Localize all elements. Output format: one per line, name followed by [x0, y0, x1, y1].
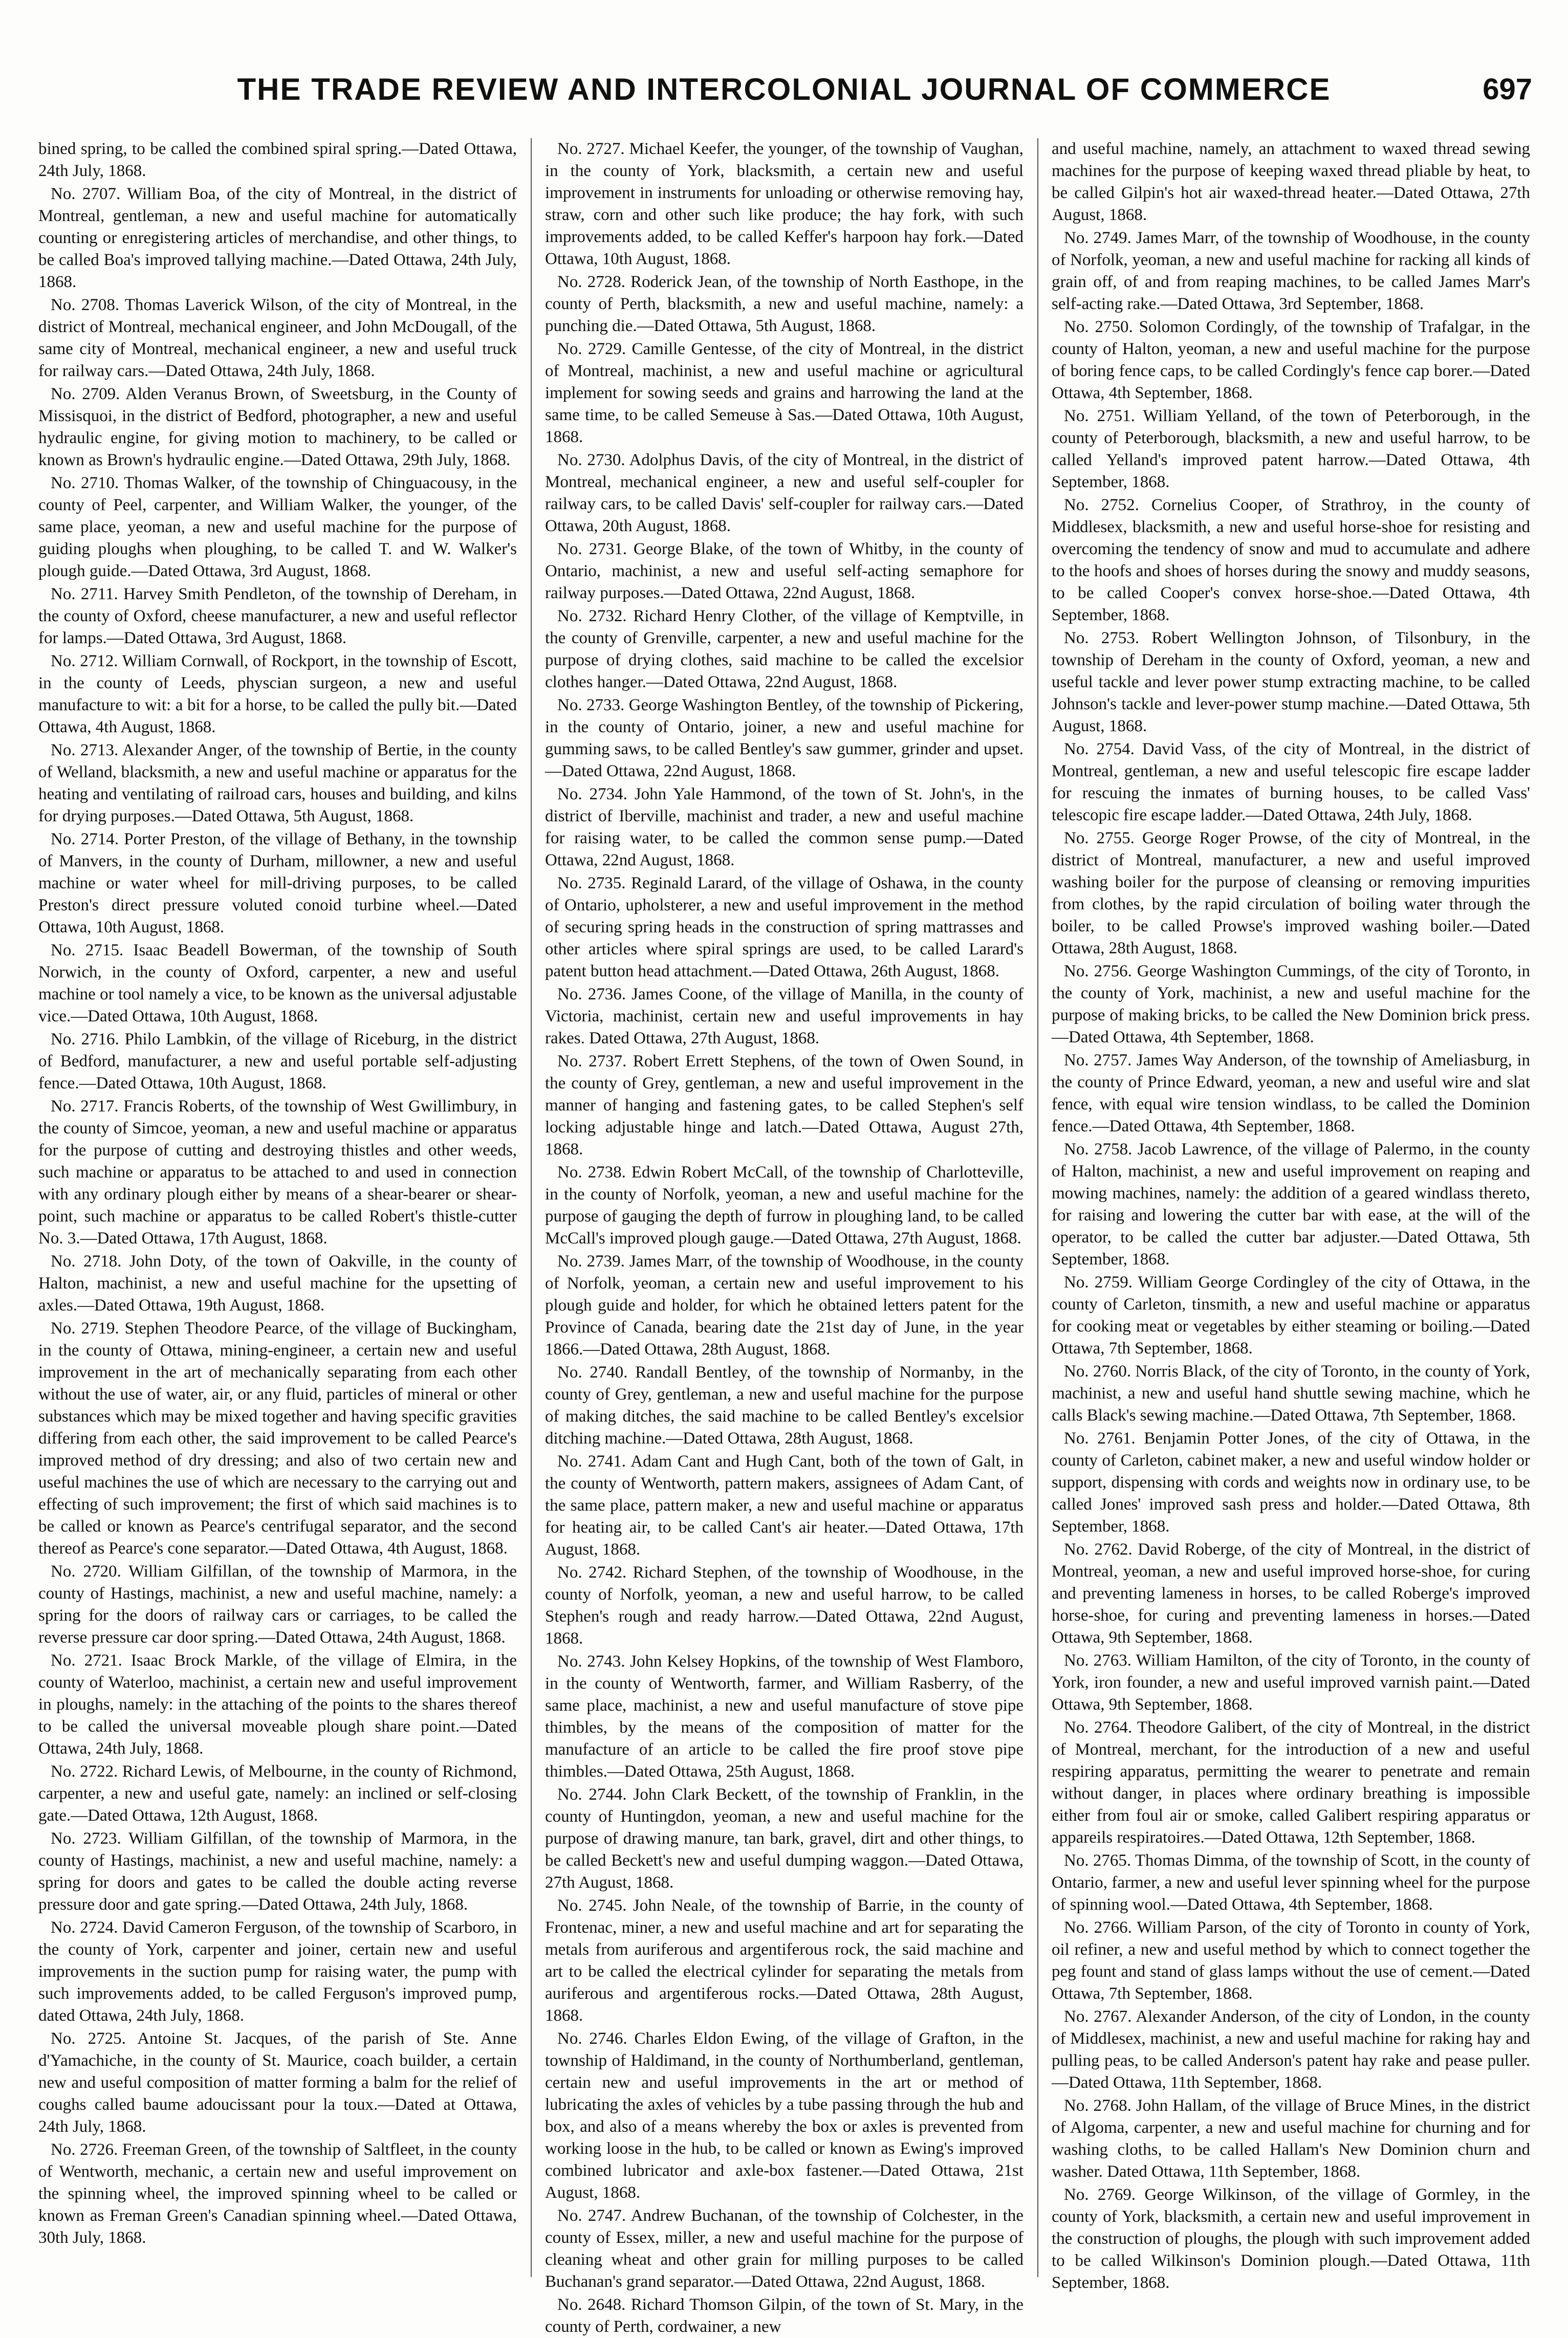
patent-entry: No. 2729. Camille Gentesse, of the city of Montreal, in the district of Montreal, machinist, a new and useful machine or agricultural implement for sowing seeds and grains and harrowing the land at the same time, to be called Semeuse à Sas.—Dated Ottawa, 10th August, 1868.	[545, 340, 1023, 446]
patent-entry: No. 2764. Theodore Galibert, of the city of Montreal, in the district of Montreal, merchant, for the introduction of a new and useful respiring apparatus, permitting the wearer to penetrate and remain without danger, in places where ordinary breathing is impossible either from foul air or smoke, called Galibert respiring apparatus or appareils respiratoires.—Dated Ottawa, 12th September, 1868.	[1052, 1718, 1530, 1847]
patent-entry: No. 2716. Philo Lambkin, of the village of Riceburg, in the district of Bedford, manufacturer, a new and useful portable self-adjusting fence.—Dated Ottawa, 10th August, 1868.	[38, 1030, 517, 1092]
column-3	[1052, 138, 1530, 2292]
patent-entry: No. 2732. Richard Henry Clother, of the village of Kemptville, in the county of Grenville, carpenter, a new and useful machine for the purpose of drying clothes, said machine to be called the excelsior clothes hanger.—Dated Ottawa, 22nd August, 1868.	[545, 607, 1023, 691]
patent-entry: No. 2717. Francis Roberts, of the township of West Gwillimbury, in the county of Simcoe, yeoman, a new and useful machine or apparatus for the purpose of cutting and destroying thistles and other weeds, such machine or apparatus to be attached to and used in connection with any ordinary plough either by means of a shear-bearer or shear-point, such machine or apparatus to be called Robert's thistle-cutter No. 3.—Dated Ottawa, 17th August, 1868.	[38, 1097, 517, 1248]
patent-entry: No. 2762. David Roberge, of the city of Montreal, in the district of Montreal, yeoman, a new and useful improved horse-shoe, for curing and preventing lameness in horses, to be called Roberge's improved horse-shoe, for curing and preventing lameness in horses.—Dated Ottawa, 9th September, 1868.	[1052, 1540, 1530, 1647]
patent-entry: No. 2712. William Cornwall, of Rockport, in the township of Escott, in the county of Leeds, physcian surgeon, a new and useful manufacture to wit: a bit for a horse, to be called the pully bit.—Dated Ottawa, 4th August, 1868.	[38, 652, 517, 736]
patent-entry: No. 2769. George Wilkinson, of the village of Gormley, in the county of York, blacksmith, a certain new and useful improvement in the construction of ploughs, the plough with such improvement added to be called Wilkinson's Dominion plough.—Dated Ottawa, 11th September, 1868.	[1052, 2186, 1530, 2292]
patent-entry: No. 2750. Solomon Cordingly, of the township of Trafalgar, in the county of Halton, yeoman, a new and useful machine for the purpose of boring fence caps, to be called Cordingly's fence cap borer.—Dated Ottawa, 4th September, 1868.	[1052, 318, 1530, 402]
patent-entry: No. 2648. Richard Thomson Gilpin, of the town of St. Mary, in the county of Perth, cordwainer, a new	[545, 2296, 1023, 2336]
patent-entry: No. 2736. James Coone, of the village of Manilla, in the county of Victoria, machinist, certain new and useful improvements in hay rakes. Dated Ottawa, 27th August, 1868.	[545, 985, 1023, 1047]
patent-entry: No. 2718. John Doty, of the town of Oakville, in the county of Halton, machinist, a new and useful machine for the upsetting of axles.—Dated Ottawa, 19th August, 1868.	[38, 1252, 517, 1315]
patent-entry: No. 2754. David Vass, of the city of Montreal, in the district of Montreal, gentleman, a new and useful telescopic fire escape ladder for rescuing the inmates of burning houses, to be called Vass' telescopic fire escape ladder.—Dated Ottawa, 24th July, 1868.	[1052, 740, 1530, 824]
column-divider	[1037, 138, 1038, 2277]
page-number: 697	[1483, 73, 1532, 106]
column-2	[545, 138, 1023, 2336]
column-1	[38, 138, 517, 2277]
patent-entry: No. 2739. James Marr, of the township of Woodhouse, in the county of Norfolk, yeoman, a certain new and useful improvement to his plough guide and holder, for which he obtained letters patent for the Province of Canada, bearing date the 21st day of June, in the year 1866.—Dated Ottawa, 28th August, 1868.	[545, 1252, 1023, 1359]
patent-entry: No. 2752. Cornelius Cooper, of Strathroy, in the county of Middlesex, blacksmith, a new and useful horse-shoe for resisting and overcoming the tendency of snow and mud to accumulate and adhere to the hoofs and shoes of horses during the snowy and muddy seasons, to be called Cooper's convex horse-shoe.—Dated Ottawa, 4th September, 1868.	[1052, 496, 1530, 624]
patent-entry: No. 2730. Adolphus Davis, of the city of Montreal, in the district of Montreal, mechanical engineer, a new and useful self-coupler for railway cars, to be called Davis' self-coupler for railway cars.—Dated Ottawa, 20th August, 1868.	[545, 451, 1023, 535]
patent-entry: No. 2761. Benjamin Potter Jones, of the city of Ottawa, in the county of Carleton, cabinet maker, a new and useful window holder or support, dispensing with cords and weights now in ordinary use, to be called Jones' improved sash press and holder.—Dated Ottawa, 8th September, 1868.	[1052, 1429, 1530, 1536]
patent-entry: No. 2715. Isaac Beadell Bowerman, of the township of South Norwich, in the county of Oxford, carpenter, a new and useful machine or tool namely a vice, to be known as the universal adjustable vice.—Dated Ottawa, 10th August, 1868.	[38, 941, 517, 1025]
patent-entry: No. 2746. Charles Eldon Ewing, of the village of Grafton, in the township of Haldimand, in the county of Northumberland, gentleman, certain new and useful improvements in the art or method of lubricating the axles of vehicles by a tube passing through the hub and box, and also of a means whereby the box or axles is prevented from working loose in the hub, to be called or known as Ewing's improved combined lubricator and axle-box fastener.—Dated Ottawa, 21st August, 1868.	[545, 2029, 1023, 2202]
patent-entry: No. 2743. John Kelsey Hopkins, of the township of West Flamboro, in the county of Wentworth, farmer, and William Rasberry, of the same place, machinist, a new and useful manufacture of stove pipe thimbles, by the means of the composition of matter for the manufacture of an article to be called the fire proof stove pipe thimbles.—Dated Ottawa, 25th August, 1868.	[545, 1652, 1023, 1781]
patent-entry: No. 2753. Robert Wellington Johnson, of Tilsonbury, in the township of Dereham in the county of Oxford, yeoman, a new and useful tackle and lever power stump extracting machine, to be called Johnson's tackle and lever-power stump machine.—Dated Ottawa, 5th August, 1868.	[1052, 629, 1530, 735]
patent-entry: No. 2745. John Neale, of the township of Barrie, in the county of Frontenac, miner, a new and useful machine and art for separating the metals from auriferous and argentiferous rock, the said machine and art to be called the electrical cylinder for separating the metals from auriferous and argentiferous rocks.—Dated Ottawa, 28th August, 1868.	[545, 1896, 1023, 2025]
patent-entry: No. 2767. Alexander Anderson, of the city of London, in the county of Middlesex, machinist, a new and useful machine for raking hay and pulling peas, to be called Anderson's patent hay rake and pease puller.—Dated Ottawa, 11th September, 1868.	[1052, 2007, 1530, 2092]
journal-title: THE TRADE REVIEW AND INTERCOLONIAL JOURNAL OF COMMERCE	[237, 72, 1331, 106]
patent-entry: No. 2725. Antoine St. Jacques, of the parish of Ste. Anne d'Yamachiche, in the county of St. Maurice, coach builder, a certain new and useful composition of matter forming a balm for the relief of coughs called baume adoucissant pour la toux.—Dated at Ottawa, 24th July, 1868.	[38, 2029, 517, 2136]
patent-entry: bined spring, to be called the combined spiral spring.—Dated Ottawa, 24th July, 1868.	[38, 140, 517, 180]
patent-entry: No. 2724. David Cameron Ferguson, of the township of Scarboro, in the county of York, carpenter and joiner, certain new and useful improvements in the suction pump for raising water, the pump with such improvements added, to be called Ferguson's improved pump, dated Ottawa, 24th July, 1868.	[38, 1918, 517, 2025]
patent-entry: No. 2744. John Clark Beckett, of the township of Franklin, in the county of Huntingdon, yeoman, a new and useful machine for the purpose of drawing manure, tan bark, gravel, dirt and other things, to be called Beckett's new and useful dumping waggon.—Dated Ottawa, 27th August, 1868.	[545, 1785, 1023, 1892]
patent-entry: No. 2763. William Hamilton, of the city of Toronto, in the county of York, iron founder, a new and useful improved varnish paint.—Dated Ottawa, 9th September, 1868.	[1052, 1651, 1530, 1714]
patent-entry: No. 2756. George Washington Cummings, of the city of Toronto, in the county of York, machinist, a new and useful machine for the purpose of making bricks, to be called the New Dominion brick press.—Dated Ottawa, 4th September, 1868.	[1052, 962, 1530, 1046]
patent-entry: No. 2728. Roderick Jean, of the township of North Easthope, in the county of Perth, blacksmith, a new and useful machine, namely: a punching die.—Dated Ottawa, 5th August, 1868.	[545, 273, 1023, 335]
patent-entry: and useful machine, namely, an attachment to waxed thread sewing machines for the purpose of keeping waxed thread pliable by heat, to be called Gilpin's hot air waxed-thread heater.—Dated Ottawa, 27th August, 1868.	[1052, 140, 1530, 224]
patent-entry: No. 2749. James Marr, of the township of Woodhouse, in the county of Norfolk, yeoman, a new and useful machine for racking all kinds of grain off, of and from reaping machines, to be called James Marr's self-acting rake.—Dated Ottawa, 3rd September, 1868.	[1052, 229, 1530, 313]
patent-entry: No. 2751. William Yelland, of the town of Peterborough, in the county of Peterborough, blacksmith, a new and useful harrow, to be called Yelland's improved patent harrow.—Dated Ottawa, 4th September, 1868.	[1052, 407, 1530, 491]
patent-entry: No. 2765. Thomas Dimma, of the township of Scott, in the county of Ontario, farmer, a new and useful lever spinning wheel for the purpose of spinning wool.—Dated Ottawa, 4th September, 1868.	[1052, 1851, 1530, 1914]
patent-entry: No. 2734. John Yale Hammond, of the town of St. John's, in the district of Iberville, machinist and trader, a new and useful machine for raising water, to be called the common sense pump.—Dated Ottawa, 22nd August, 1868.	[545, 785, 1023, 869]
patent-entry: No. 2741. Adam Cant and Hugh Cant, both of the town of Galt, in the county of Wentworth, pattern makers, assignees of Adam Cant, of the same place, pattern maker, a new and useful machine or apparatus for heating air, to be called Cant's air heater.—Dated Ottawa, 17th August, 1868.	[545, 1452, 1023, 1559]
patent-entry: No. 2709. Alden Veranus Brown, of Sweetsburg, in the County of Missisquoi, in the district of Bedford, photographer, a new and useful hydraulic engine, for giving motion to machinery, to be called or known as Brown's hydraulic engine.—Dated Ottawa, 29th July, 1868.	[38, 385, 517, 469]
patent-entry: No. 2708. Thomas Laverick Wilson, of the city of Montreal, in the district of Montreal, mechanical engineer, and John McDougall, of the same city of Montreal, mechanical engineer, a new and useful truck for railway cars.—Dated Ottawa, 24th July, 1868.	[38, 296, 517, 380]
patent-entry: No. 2719. Stephen Theodore Pearce, of the village of Buckingham, in the county of Ottawa, mining-engineer, a certain new and useful improvement in the art of mechanically separating from each other without the use of water, air, or any fluid, particles of mineral or other substances which may be mixed together and having specific gravities differing from each other, the said improvement to be called Pearce's improved method of dry dressing; and also of two certain new and useful machines the use of which are necessary to the carrying out and effecting of such improvement; the first of which said machines is to be called or known as Pearce's centrifugal separator, and the second thereof as Pearce's cone separator.—Dated Ottawa, 4th August, 1868.	[38, 1319, 517, 1558]
patent-entry: No. 2710. Thomas Walker, of the township of Chinguacousy, in the county of Peel, carpenter, and William Walker, the younger, of the same place, yeoman, a new and useful machine for the purpose of guiding ploughs when ploughing, to be called T. and W. Walker's plough guide.—Dated Ottawa, 3rd August, 1868.	[38, 474, 517, 580]
patent-entry: No. 2737. Robert Errett Stephens, of the town of Owen Sound, in the county of Grey, gentleman, a new and useful improvement in the manner of hanging and fastening gates, to be called Stephen's self locking adjustable hinge and latch.—Dated Ottawa, August 27th, 1868.	[545, 1052, 1023, 1159]
patent-columns	[38, 138, 1530, 2336]
patent-entry: No. 2747. Andrew Buchanan, of the township of Colchester, in the county of Essex, miller, a new and useful machine for the purpose of cleaning wheat and other grain for milling purposes to be called Buchanan's grand separator.—Dated Ottawa, 22nd August, 1868.	[545, 2206, 1023, 2291]
patent-entry: No. 2738. Edwin Robert McCall, of the township of Charlotteville, in the county of Norfolk, yeoman, a new and useful machine for the purpose of gauging the depth of furrow in ploughing land, to be called McCall's improved plough gauge.—Dated Ottawa, 27th August, 1868.	[545, 1163, 1023, 1248]
patent-entry: No. 2713. Alexander Anger, of the township of Bertie, in the county of Welland, blacksmith, a new and useful machine or apparatus for the heating and ventilating of railroad cars, houses and building, and kilns for drying purposes.—Dated Ottawa, 5th August, 1868.	[38, 741, 517, 825]
patent-entry: No. 2733. George Washington Bentley, of the township of Pickering, in the county of Ontario, joiner, a new and useful machine for gumming saws, to be called Bentley's saw gummer, grinder and upset.—Dated Ottawa, 22nd August, 1868.	[545, 696, 1023, 780]
patent-entry: No. 2759. William George Cordingley of the city of Ottawa, in the county of Carleton, tinsmith, a new and useful machine or apparatus for cooking meat or vegetables by either steaming or boiling.—Dated Ottawa, 7th September, 1868.	[1052, 1273, 1530, 1358]
column-divider	[531, 138, 532, 2277]
patent-entry: No. 2755. George Roger Prowse, of the city of Montreal, in the district of Montreal, manufacturer, a new and useful improved washing boiler for the purpose of cleansing or removing impurities from clothes, by the rapid circulation of boiling water through the boiler, to be called Prowse's improved washing boiler.—Dated Ottawa, 28th August, 1868.	[1052, 829, 1530, 957]
page-header	[36, 61, 1532, 118]
patent-entry: No. 2727. Michael Keefer, the younger, of the township of Vaughan, in the county of York, blacksmith, a certain new and useful improvement in instruments for unloading or otherwise removing hay, straw, corn and other such like produce; the hay fork, with such improvements added, to be called Keffer's harpoon hay fork.—Dated Ottawa, 10th August, 1868.	[545, 140, 1023, 268]
patent-entry: No. 2742. Richard Stephen, of the township of Woodhouse, in the county of Norfolk, yeoman, a new and useful harrow, to be called Stephen's rough and ready harrow.—Dated Ottawa, 22nd August, 1868.	[545, 1563, 1023, 1648]
patent-entry: No. 2723. William Gilfillan, of the township of Marmora, in the county of Hastings, machinist, a new and useful machine, namely: a spring for doors and gates to be called the double acting reverse pressure door and gate spring.—Dated Ottawa, 24th July, 1868.	[38, 1829, 517, 1914]
patent-entry: No. 2757. James Way Anderson, of the township of Ameliasburg, in the county of Prince Edward, yeoman, a new and useful wire and slat fence, with equal wire tension windlass, to be called the Dominion fence.—Dated Ottawa, 4th September, 1868.	[1052, 1051, 1530, 1135]
patent-entry: No. 2735. Reginald Larard, of the village of Oshawa, in the county of Ontario, upholsterer, a new and useful improvement in the method of securing spring heads in the construction of spring mattrasses and other articles where spiral springs are used, to be called Larard's patent button head attachment.—Dated Ottawa, 26th August, 1868.	[545, 874, 1023, 980]
patent-entry: No. 2768. John Hallam, of the village of Bruce Mines, in the district of Algoma, carpenter, a new and useful machine for churning and for washing cloths, to be called Hallam's New Dominion churn and washer. Dated Ottawa, 11th September, 1868.	[1052, 2096, 1530, 2181]
patent-entry: No. 2758. Jacob Lawrence, of the village of Palermo, in the county of Halton, machinist, a new and useful improvement on reaping and mowing machines, namely: the addition of a geared windlass thereto, for raising and lowering the cutter bar with ease, at the will of the operator, to be called the cutter bar adjuster.—Dated Ottawa, 5th September, 1868.	[1052, 1140, 1530, 1269]
patent-entry: No. 2720. William Gilfillan, of the township of Marmora, in the county of Hastings, machinist, a new and useful machine, namely: a spring for the doors of railway cars or carriages, to be called the reverse pressure car door spring.—Dated Ottawa, 24th August, 1868.	[38, 1562, 517, 1647]
patent-entry: No. 2740. Randall Bentley, of the township of Normanby, in the county of Grey, gentleman, a new and useful machine for the purpose of making ditches, the said machine to be called Bentley's excelsior ditching machine.—Dated Ottawa, 28th August, 1868.	[545, 1363, 1023, 1448]
patent-entry: No. 2714. Porter Preston, of the village of Bethany, in the township of Manvers, in the county of Durham, millowner, a new and useful machine or water wheel for mill-driving purposes, to be called Preston's direct pressure voluted conoid turbine wheel.—Dated Ottawa, 10th August, 1868.	[38, 830, 517, 936]
patent-entry: No. 2707. William Boa, of the city of Montreal, in the district of Montreal, gentleman, a new and useful machine for automatically counting or enregistering articles of merchandise, and other things, to be called Boa's improved tallying machine.—Dated Ottawa, 24th July, 1868.	[38, 185, 517, 291]
patent-entry: No. 2726. Freeman Green, of the township of Saltfleet, in the county of Wentworth, mechanic, a certain new and useful improvement on the spinning wheel, the improved spinning wheel to be called or known as Freman Green's Canadian spinning wheel.—Dated Ottawa, 30th July, 1868.	[38, 2140, 517, 2247]
patent-entry: No. 2766. William Parson, of the city of Toronto in county of York, oil refiner, a new and useful method by which to connect together the peg fount and stand of glass lamps without the use of cement.—Dated Ottawa, 7th September, 1868.	[1052, 1918, 1530, 2003]
patent-entry: No. 2721. Isaac Brock Markle, of the village of Elmira, in the county of Waterloo, machinist, a certain new and useful improvement in ploughs, namely: in the attaching of the points to the shares thereof to be called the universal moveable plough share point.—Dated Ottawa, 24th July, 1868.	[38, 1651, 517, 1758]
patent-entry: No. 2760. Norris Black, of the city of Toronto, in the county of York, machinist, a new and useful hand shuttle sewing machine, which he calls Black's sewing machine.—Dated Ottawa, 7th September, 1868.	[1052, 1362, 1530, 1425]
patent-entry: No. 2722. Richard Lewis, of Melbourne, in the county of Richmond, carpenter, a new and useful gate, namely: an inclined or self-closing gate.—Dated Ottawa, 12th August, 1868.	[38, 1762, 517, 1825]
patent-entry: No. 2711. Harvey Smith Pendleton, of the township of Dereham, in the county of Oxford, cheese manufacturer, a new and useful reflector for lamps.—Dated Ottawa, 3rd August, 1868.	[38, 585, 517, 647]
patent-entry: No. 2731. George Blake, of the town of Whitby, in the county of Ontario, machinist, a new and useful self-acting semaphore for railway purposes.—Dated Ottawa, 22nd August, 1868.	[545, 540, 1023, 602]
